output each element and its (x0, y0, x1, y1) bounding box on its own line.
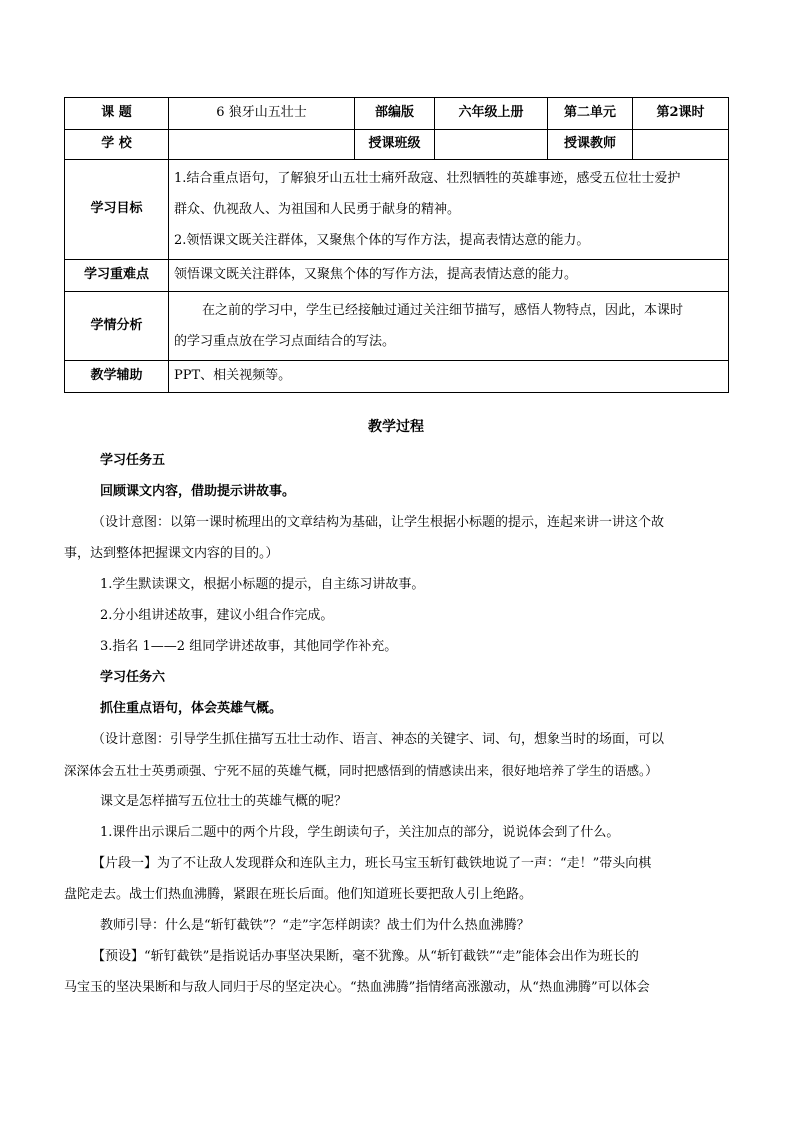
table-row (65, 292, 729, 361)
goals-content (169, 160, 729, 260)
task6-intent: 深深体会五壮士英勇顽强、宁死不屈的英雄气概，同时把感悟到的情感读出来，很好地培养了学生的语感。） (64, 763, 658, 778)
task6-intent: （设计意图：引导学生抓住描写五壮士动作、语言、神态的关键字、词、句，想象当时的场面，可以 (92, 732, 665, 747)
edition: 部编版 (355, 98, 435, 130)
goals-line: 群众、仇视敌人、为祖国和人民勇于献身的精神。 (174, 202, 461, 217)
step: 1.课件出示课后二题中的两个片段，学生朗读句子，关注加点的部分，说说体会到了什么。 (100, 825, 620, 840)
question: 课文是怎样描写五位壮士的英雄气概的呢？ (100, 794, 348, 809)
aids-label: 教学辅助 (65, 361, 169, 393)
analysis-label: 学情分析 (65, 292, 169, 361)
teacher-label: 授课教师 (548, 130, 633, 160)
school-value (169, 130, 355, 160)
key-points-label: 学习重难点 (65, 260, 169, 292)
key-points-text: 领悟课文既关注群体，又聚焦个体的写作方法，提高表情达意的能力。 (169, 260, 729, 292)
class-value (435, 130, 548, 160)
lesson-title: 6 狼牙山五壮士 (169, 98, 355, 130)
task5-intent: 事，达到整体把握课文内容的目的。） (64, 546, 279, 561)
task5-step: 1.学生默读课文，根据小标题的提示，自主练习讲故事。 (100, 577, 425, 592)
teacher-guide: 教师引导：什么是“斩钉截铁”？“走”字怎样朗读？战士们为什么热血沸腾？ (100, 918, 530, 933)
goals-line: 1.结合重点语句，了解狼牙山五壮士痛歼敌寇、壮烈牺牲的英雄事迹，感受五位壮士爱护 (174, 171, 681, 186)
analysis-line: 在之前的学习中，学生已经接触过通过关注细节描写，感悟人物特点，因此，本课时 (202, 303, 684, 318)
unit: 第二单元 (548, 98, 633, 130)
class-label: 授课班级 (355, 130, 435, 160)
teaching-process (64, 412, 728, 1003)
teacher-value (633, 130, 729, 160)
analysis-content (169, 292, 729, 361)
task5-step: 2.分小组讲述故事，建议小组合作完成。 (100, 608, 334, 623)
table-row (65, 160, 729, 260)
preset: 【预设】“斩钉截铁”是指说话办事坚决果断，毫不犹豫。从“斩钉截铁”“走”能体会出作为班长的 (92, 949, 639, 964)
task5-step: 3.指名 1——2 组同学讲述故事，其他同学作补充。 (100, 639, 398, 654)
grade: 六年级上册 (435, 98, 548, 130)
task6-subtitle: 抓住重点语句，体会英雄气概。 (100, 701, 283, 716)
process-title: 教学过程 (368, 419, 424, 435)
goals-label: 学习目标 (65, 160, 169, 260)
task5-title: 学习任务五 (100, 453, 166, 468)
analysis-line: 的学习重点放在学习点面结合的写法。 (174, 334, 396, 349)
task5-intent: （设计意图：以第一课时梳理出的文章结构为基础，让学生根据小标题的提示，连起来讲一讲这个故 (92, 515, 665, 530)
preset: 马宝玉的坚决果断和与敌人同归于尽的坚定决心。“热血沸腾”指情绪高涨激动，从“热血沸腾”可以体会 (64, 980, 650, 995)
table-row (65, 260, 729, 292)
table-row (65, 130, 729, 160)
lesson-label: 课 题 (65, 98, 169, 130)
lesson-info-table (64, 97, 729, 393)
table-row (65, 98, 729, 130)
fragment-one: 【片段一】为了不让敌人发现群众和连队主力，班长马宝玉斩钉截铁地说了一声：“走！”带头向棋 (92, 856, 652, 871)
task5-subtitle: 回顾课文内容，借助提示讲故事。 (100, 484, 296, 499)
aids-text: PPT、相关视频等。 (169, 361, 729, 393)
table-row (65, 361, 729, 393)
period: 第2课时 (633, 98, 729, 130)
school-label: 学 校 (65, 130, 169, 160)
fragment-one: 盘陀走去。战士们热血沸腾，紧跟在班长后面。他们知道班长要把敌人引上绝路。 (64, 887, 533, 902)
goals-line: 2.领悟课文既关注群体，又聚焦个体的写作方法，提高表情达意的能力。 (174, 233, 590, 248)
task6-title: 学习任务六 (100, 670, 166, 685)
